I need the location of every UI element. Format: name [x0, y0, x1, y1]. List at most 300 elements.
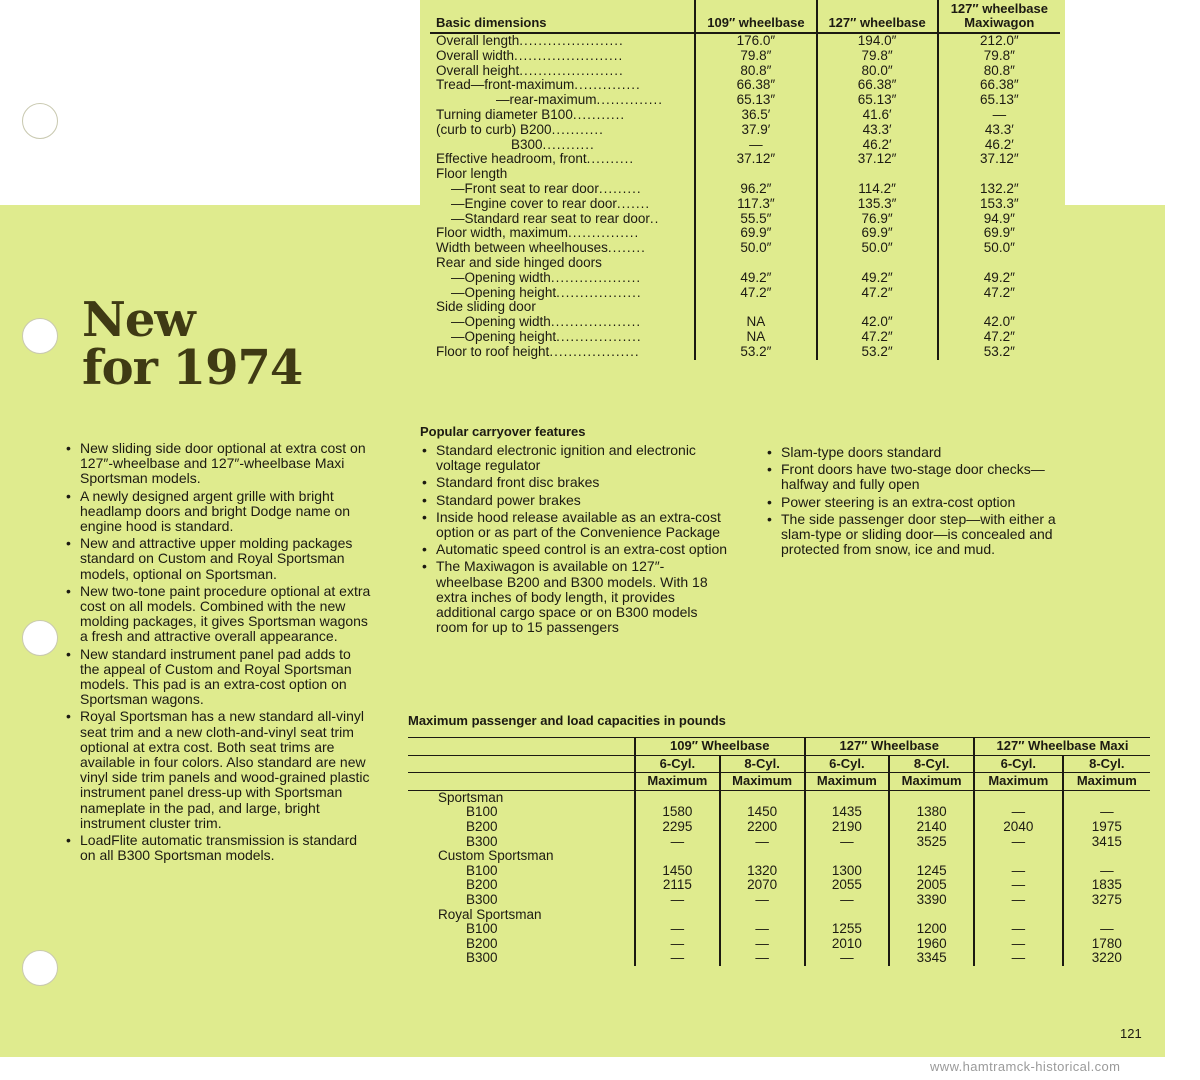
dimension-value: 53.2″ [695, 345, 816, 360]
capacity-value: 3525 [889, 835, 974, 850]
dimension-value: 117.3″ [695, 197, 816, 212]
model-label: B100 [466, 804, 498, 820]
list-item: • New and attractive upper molding packages standard on Custom and Royal Sportsman models, optional on Sportsman. [64, 536, 374, 582]
table-row [408, 820, 1150, 835]
dimension-value: 66.38″ [695, 78, 816, 93]
carryover-list-right [765, 445, 1065, 559]
capacity-value: 3390 [889, 893, 974, 908]
dimension-value: 153.3″ [938, 197, 1060, 212]
dimension-label [430, 138, 695, 153]
capacity-value: 2200 [720, 820, 805, 835]
site-credit: www.hamtramck-historical.com [930, 1059, 1121, 1074]
model-label: B300 [466, 891, 498, 907]
dimension-label-text: —rear-maximum [496, 92, 597, 108]
list-item: • Power steering is an extra-cost option [765, 495, 1065, 510]
dimension-value [817, 256, 938, 271]
leader-dots: ...................... [519, 33, 624, 48]
dimension-value [695, 256, 816, 271]
capacity-value: — [974, 864, 1063, 879]
dimension-row [430, 271, 1060, 286]
dimension-value: 135.3″ [817, 197, 938, 212]
engine-header: 8-Cyl. [1063, 755, 1150, 773]
dimension-label [430, 167, 695, 182]
list-item: • The Maxiwagon is available on 127″-wheelbase B200 and B300 models. With 18 extra inches of body length, it provides additional cargo space or on B300 models room for up to 15 passengers [420, 559, 730, 635]
capacity-value: 1450 [635, 864, 720, 879]
capacity-value: — [1063, 922, 1150, 937]
dimension-label [430, 33, 695, 49]
dimension-value: NA [695, 315, 816, 330]
capacity-value: 1975 [1063, 820, 1150, 835]
capacity-value: — [974, 951, 1063, 966]
dimension-value: 96.2″ [695, 182, 816, 197]
maximum-header: Maximum [974, 773, 1063, 791]
dimension-label-text: —Engine cover to rear door [451, 195, 617, 211]
capacity-value: — [635, 951, 720, 966]
dimension-value: 53.2″ [938, 345, 1060, 360]
dimension-value: 65.13″ [817, 93, 938, 108]
list-item: • Royal Sportsman has a new standard all-vinyl seat trim and a new cloth-and-vinyl seat trim optional at extra cost. Both seat trims are available in four colors. Also standard are new vinyl side trim panels and wood-grained plastic instrument panel dress-up with Sportsman nameplate in the pad, and large, bright instrument cluster trim. [64, 709, 374, 831]
dimension-label [430, 182, 695, 197]
dimension-row [430, 315, 1060, 330]
group-row [408, 908, 1150, 923]
empty-cell [1063, 908, 1150, 923]
maximum-header: Maximum [1063, 773, 1150, 791]
dimension-row [430, 226, 1060, 241]
capacity-value: 2010 [805, 937, 890, 952]
list-item: • Inside hood release available as an extra-cost option or as part of the Convenience Package [420, 510, 730, 540]
empty-cell [889, 849, 974, 864]
leader-dots: ............... [568, 225, 640, 241]
leader-dots: .................. [556, 328, 642, 344]
table-row [408, 893, 1150, 908]
engine-header: 6-Cyl. [805, 755, 890, 773]
dimension-row [430, 78, 1060, 93]
capacity-value: 2140 [889, 820, 974, 835]
list-item: • New two-tone paint procedure optional at extra cost on all models. Combined with the new molding packages, it gives Sportsman wagons a fresh and attractive overall appearance. [64, 584, 374, 645]
capacity-value: — [974, 893, 1063, 908]
dimension-value: 79.8″ [695, 49, 816, 64]
table-row [408, 922, 1150, 937]
dimension-value: 37.12″ [938, 152, 1060, 167]
column-header: 109″ Wheelbase [635, 738, 805, 756]
leader-dots: .............. [596, 92, 664, 108]
empty-cell [805, 790, 890, 805]
capacities-heading: Maximum passenger and load capacities in pounds [408, 713, 726, 728]
title-line: for 1974 [82, 340, 303, 396]
binder-hole [22, 103, 58, 139]
dimension-value: 80.8″ [695, 64, 816, 79]
dimension-value [695, 167, 816, 182]
capacity-value: 1300 [805, 864, 890, 879]
dimension-value: NA [695, 330, 816, 345]
dimension-label [430, 49, 695, 64]
capacity-value: — [974, 878, 1063, 893]
dimension-row [430, 93, 1060, 108]
dimension-label-text: Overall height [436, 62, 520, 78]
dimension-value: 69.9″ [817, 226, 938, 241]
capacity-value: 2295 [635, 820, 720, 835]
table-row [408, 864, 1150, 879]
dimension-row [430, 345, 1060, 360]
dimension-value [817, 167, 938, 182]
dimension-label [430, 64, 695, 79]
dimension-value: 43.3′ [817, 123, 938, 138]
dimension-value: 50.0″ [938, 241, 1060, 256]
empty-cell [635, 908, 720, 923]
dimension-label-text: Effective headroom, front [436, 151, 587, 167]
dimension-value: 46.2′ [817, 138, 938, 153]
dimension-label-text: —Opening width [451, 269, 551, 285]
dimension-value: 65.13″ [938, 93, 1060, 108]
dimension-label-text: —Front seat to rear door [451, 180, 599, 196]
list-item: • The side passenger door step—with either a slam-type or sliding door—is concealed and protected from snow, ice and mud. [765, 512, 1065, 558]
dimension-label-text: Side sliding door [436, 299, 536, 315]
dimension-label-text: —Opening height [451, 328, 557, 344]
capacity-value: 1255 [805, 922, 890, 937]
list-item: • A newly designed argent grille with bright headlamp doors and bright Dodge name on engine hood is standard. [64, 489, 374, 535]
dimension-value: 50.0″ [695, 241, 816, 256]
list-item: • Automatic speed control is an extra-cost option [420, 542, 730, 557]
model-label: B300 [466, 833, 498, 849]
dimension-label-text: —Opening height [451, 284, 557, 300]
dimension-value: 176.0″ [695, 33, 816, 49]
dimension-value: 79.8″ [938, 49, 1060, 64]
dimension-value [938, 167, 1060, 182]
capacity-value: 2055 [805, 878, 890, 893]
dimension-row [430, 182, 1060, 197]
dimension-label [430, 345, 695, 360]
new-features-list [64, 441, 374, 865]
column-header: Basic dimensions [430, 0, 695, 33]
dimension-row [430, 108, 1060, 123]
capacity-value: — [635, 922, 720, 937]
maximum-header: Maximum [635, 773, 720, 791]
empty-cell [889, 908, 974, 923]
dimension-value: 55.5″ [695, 212, 816, 227]
capacity-value: — [974, 805, 1063, 820]
list-item: • Standard power brakes [420, 493, 730, 508]
dimension-value: 37.12″ [817, 152, 938, 167]
dimension-value: 65.13″ [695, 93, 816, 108]
engine-header: 8-Cyl. [720, 755, 805, 773]
dimension-label-text: (curb to curb) B200 [436, 121, 552, 137]
capacity-value: — [720, 835, 805, 850]
leader-dots: ....................... [514, 47, 624, 63]
capacity-value: 1450 [720, 805, 805, 820]
column-header: 127″ wheelbase Maxiwagon [938, 0, 1060, 33]
table-row [408, 835, 1150, 850]
empty-cell [805, 849, 890, 864]
dimension-value: — [695, 138, 816, 153]
dimension-value: 80.8″ [938, 64, 1060, 79]
leader-dots: ................... [550, 269, 642, 285]
list-item: • LoadFlite automatic transmission is standard on all B300 Sportsman models. [64, 833, 374, 863]
engine-header: 8-Cyl. [889, 755, 974, 773]
capacity-value: — [720, 922, 805, 937]
carryover-list-left [420, 443, 730, 637]
dimension-value: 49.2″ [817, 271, 938, 286]
dimension-row [430, 256, 1060, 271]
leader-dots: ......... [598, 180, 642, 196]
list-item: • Slam-type doors standard [765, 445, 1065, 460]
dimension-label [430, 226, 695, 241]
dimension-row [430, 197, 1060, 212]
empty-cell [974, 849, 1063, 864]
model-label: B100 [466, 921, 498, 937]
capacity-value: — [974, 922, 1063, 937]
table-row [408, 937, 1150, 952]
group-row [408, 849, 1150, 864]
capacity-value: 2115 [635, 878, 720, 893]
title-line: New [82, 292, 195, 348]
binder-hole [22, 950, 58, 986]
dimension-label-text: Overall length [436, 33, 520, 48]
dimension-value: 212.0″ [938, 33, 1060, 49]
capacity-value: — [720, 937, 805, 952]
dimension-row [430, 152, 1060, 167]
dimension-label-text: —Opening width [451, 314, 551, 330]
capacity-value: 1380 [889, 805, 974, 820]
dimension-label [430, 78, 695, 93]
binder-hole [22, 318, 58, 354]
page-number: 121 [1120, 1026, 1142, 1041]
model-label: B200 [466, 877, 498, 893]
dimension-label [430, 212, 695, 227]
dimension-row [430, 212, 1060, 227]
leader-dots: .. [649, 210, 660, 226]
basic-dimensions-table [430, 0, 1060, 360]
dimension-label-text: —Standard rear seat to rear door [451, 210, 650, 226]
leader-dots: ........... [572, 106, 626, 122]
list-item: • New standard instrument panel pad adds to the appeal of Custom and Royal Sportsman models. This pad is an extra-cost option on Sportsman wagons. [64, 647, 374, 708]
leader-dots: .................. [556, 284, 642, 300]
empty-cell [635, 790, 720, 805]
maximum-header: Maximum [720, 773, 805, 791]
dimension-label [430, 286, 695, 301]
capacity-value: — [1063, 864, 1150, 879]
page-title [82, 292, 303, 396]
dimension-value [695, 300, 816, 315]
leader-dots: ...................... [519, 62, 624, 78]
dimension-label [430, 152, 695, 167]
list-item: • Standard front disc brakes [420, 475, 730, 490]
dimension-label-text: Turning diameter B100 [436, 106, 573, 122]
capacity-value: 2070 [720, 878, 805, 893]
dimension-value [817, 300, 938, 315]
leader-dots: ........ [607, 240, 646, 256]
dimension-label-text: Overall width [436, 47, 515, 63]
dimension-row [430, 49, 1060, 64]
capacity-value: — [635, 893, 720, 908]
group-name: Custom Sportsman [438, 848, 554, 864]
empty-cell [720, 908, 805, 923]
dimension-value: 53.2″ [817, 345, 938, 360]
dimension-value: 37.9′ [695, 123, 816, 138]
dimension-label-text: Floor width, maximum [436, 225, 569, 241]
capacity-value: — [635, 937, 720, 952]
capacity-value: — [974, 937, 1063, 952]
dimension-value: 43.3′ [938, 123, 1060, 138]
engine-header-row [408, 755, 1150, 773]
maximum-header-row [408, 773, 1150, 791]
dimension-value [938, 300, 1060, 315]
empty-cell [974, 908, 1063, 923]
capacity-value: 2005 [889, 878, 974, 893]
empty-cell [635, 849, 720, 864]
dimension-row [430, 286, 1060, 301]
leader-dots: ................... [549, 343, 640, 359]
leader-dots: .......... [586, 151, 635, 167]
empty-cell [720, 849, 805, 864]
dimension-value: 66.38″ [938, 78, 1060, 93]
list-item: • Standard electronic ignition and electronic voltage regulator [420, 443, 730, 473]
capacity-value: — [805, 893, 890, 908]
capacity-value: 1780 [1063, 937, 1150, 952]
group-name: Sportsman [438, 789, 504, 805]
dimension-value: 79.8″ [817, 49, 938, 64]
leader-dots: .............. [574, 77, 641, 93]
dimension-row [430, 138, 1060, 153]
dimensions-header-row [430, 0, 1060, 33]
dimension-label-text: Width between wheelhouses [436, 240, 608, 256]
dimension-row [430, 64, 1060, 79]
dimension-label [430, 93, 695, 108]
empty-cell [1063, 790, 1150, 805]
dimension-label [430, 256, 695, 271]
leader-dots: ................... [550, 314, 642, 330]
capacity-value: 1245 [889, 864, 974, 879]
table-row [408, 878, 1150, 893]
dimension-value: 50.0″ [817, 241, 938, 256]
dimension-value: 49.2″ [695, 271, 816, 286]
dimension-value: 37.12″ [695, 152, 816, 167]
dimension-label [430, 271, 695, 286]
dimension-value: — [938, 108, 1060, 123]
dimension-value: 47.2″ [817, 330, 938, 345]
empty-cell [805, 908, 890, 923]
dimension-label [430, 330, 695, 345]
capacity-value: 2040 [974, 820, 1063, 835]
column-header: 127″ Wheelbase Maxi [974, 738, 1150, 756]
dimension-label [430, 315, 695, 330]
table-row [408, 951, 1150, 966]
model-label: B200 [466, 935, 498, 951]
dimension-label [430, 123, 695, 138]
dimension-row [430, 300, 1060, 315]
column-header: 127″ Wheelbase [805, 738, 975, 756]
group-row [408, 790, 1150, 805]
list-item: • New sliding side door optional at extra cost on 127″-wheelbase and 127″-wheelbase Maxi Sportsman models. [64, 441, 374, 487]
list-item: • Front doors have two-stage door checks—halfway and fully open [765, 462, 1065, 492]
dimension-value: 132.2″ [938, 182, 1060, 197]
dimension-label-text: Rear and side hinged doors [436, 254, 602, 270]
dimension-label [430, 241, 695, 256]
capacity-value: 1960 [889, 937, 974, 952]
capacity-value: 1200 [889, 922, 974, 937]
capacity-value: — [805, 835, 890, 850]
dimension-value: 47.2″ [938, 286, 1060, 301]
dimension-value: 47.2″ [817, 286, 938, 301]
carryover-heading: Popular carryover features [420, 424, 586, 439]
capacity-value: 1835 [1063, 878, 1150, 893]
dimension-label [430, 197, 695, 212]
dimension-row [430, 330, 1060, 345]
dimension-value: 194.0″ [817, 33, 938, 49]
model-label: B100 [466, 862, 498, 878]
dimension-row [430, 123, 1060, 138]
dimension-value: 42.0″ [817, 315, 938, 330]
empty-cell [974, 790, 1063, 805]
binder-hole [22, 620, 58, 656]
dimension-value: 42.0″ [938, 315, 1060, 330]
leader-dots: ........... [551, 121, 604, 137]
dimension-value: 46.2′ [938, 138, 1060, 153]
capacity-value: 1580 [635, 805, 720, 820]
dimension-value: 69.9″ [938, 226, 1060, 241]
model-label: B300 [466, 950, 498, 966]
column-header: 127″ wheelbase [817, 0, 938, 33]
dimension-row [430, 241, 1060, 256]
capacity-value: 3415 [1063, 835, 1150, 850]
capacity-value: 3220 [1063, 951, 1150, 966]
capacity-value: — [805, 951, 890, 966]
dimension-value: 36.5′ [695, 108, 816, 123]
capacity-value: 1320 [720, 864, 805, 879]
empty-cell [889, 790, 974, 805]
dimension-value: 94.9″ [938, 212, 1060, 227]
table-row [408, 805, 1150, 820]
empty-cell [1063, 849, 1150, 864]
leader-dots: ........... [542, 136, 595, 152]
column-header: 109″ wheelbase [695, 0, 816, 33]
capacity-value: — [974, 835, 1063, 850]
capacity-value: — [1063, 805, 1150, 820]
capacity-value: — [635, 835, 720, 850]
capacities-table [408, 737, 1150, 966]
dimension-label-text: Floor to roof height [436, 343, 550, 359]
dimension-value: 114.2″ [817, 182, 938, 197]
dimension-label-text: B300 [511, 136, 543, 152]
dimension-label [430, 108, 695, 123]
dimension-value: 47.2″ [938, 330, 1060, 345]
capacity-value: 3345 [889, 951, 974, 966]
capacity-value: 3275 [1063, 893, 1150, 908]
dimension-value: 69.9″ [695, 226, 816, 241]
model-label: B200 [466, 818, 498, 834]
dimension-value: 80.0″ [817, 64, 938, 79]
dimension-label-text: Floor length [436, 166, 508, 182]
dimension-value: 49.2″ [938, 271, 1060, 286]
capacity-value: — [720, 893, 805, 908]
engine-header: 6-Cyl. [974, 755, 1063, 773]
dimension-value: 76.9″ [817, 212, 938, 227]
group-name: Royal Sportsman [438, 906, 542, 922]
dimension-value: 47.2″ [695, 286, 816, 301]
dimension-label-text: Tread—front-maximum [436, 77, 575, 93]
dimension-label [430, 300, 695, 315]
wheelbase-header-row [408, 738, 1150, 756]
dimension-value: 41.6′ [817, 108, 938, 123]
maximum-header: Maximum [805, 773, 890, 791]
dimension-value: 66.38″ [817, 78, 938, 93]
capacity-value: 1435 [805, 805, 890, 820]
maximum-header: Maximum [889, 773, 974, 791]
dimension-row [430, 33, 1060, 49]
leader-dots: ....... [616, 195, 651, 211]
capacity-value: — [720, 951, 805, 966]
dimension-value [938, 256, 1060, 271]
dimension-row [430, 167, 1060, 182]
